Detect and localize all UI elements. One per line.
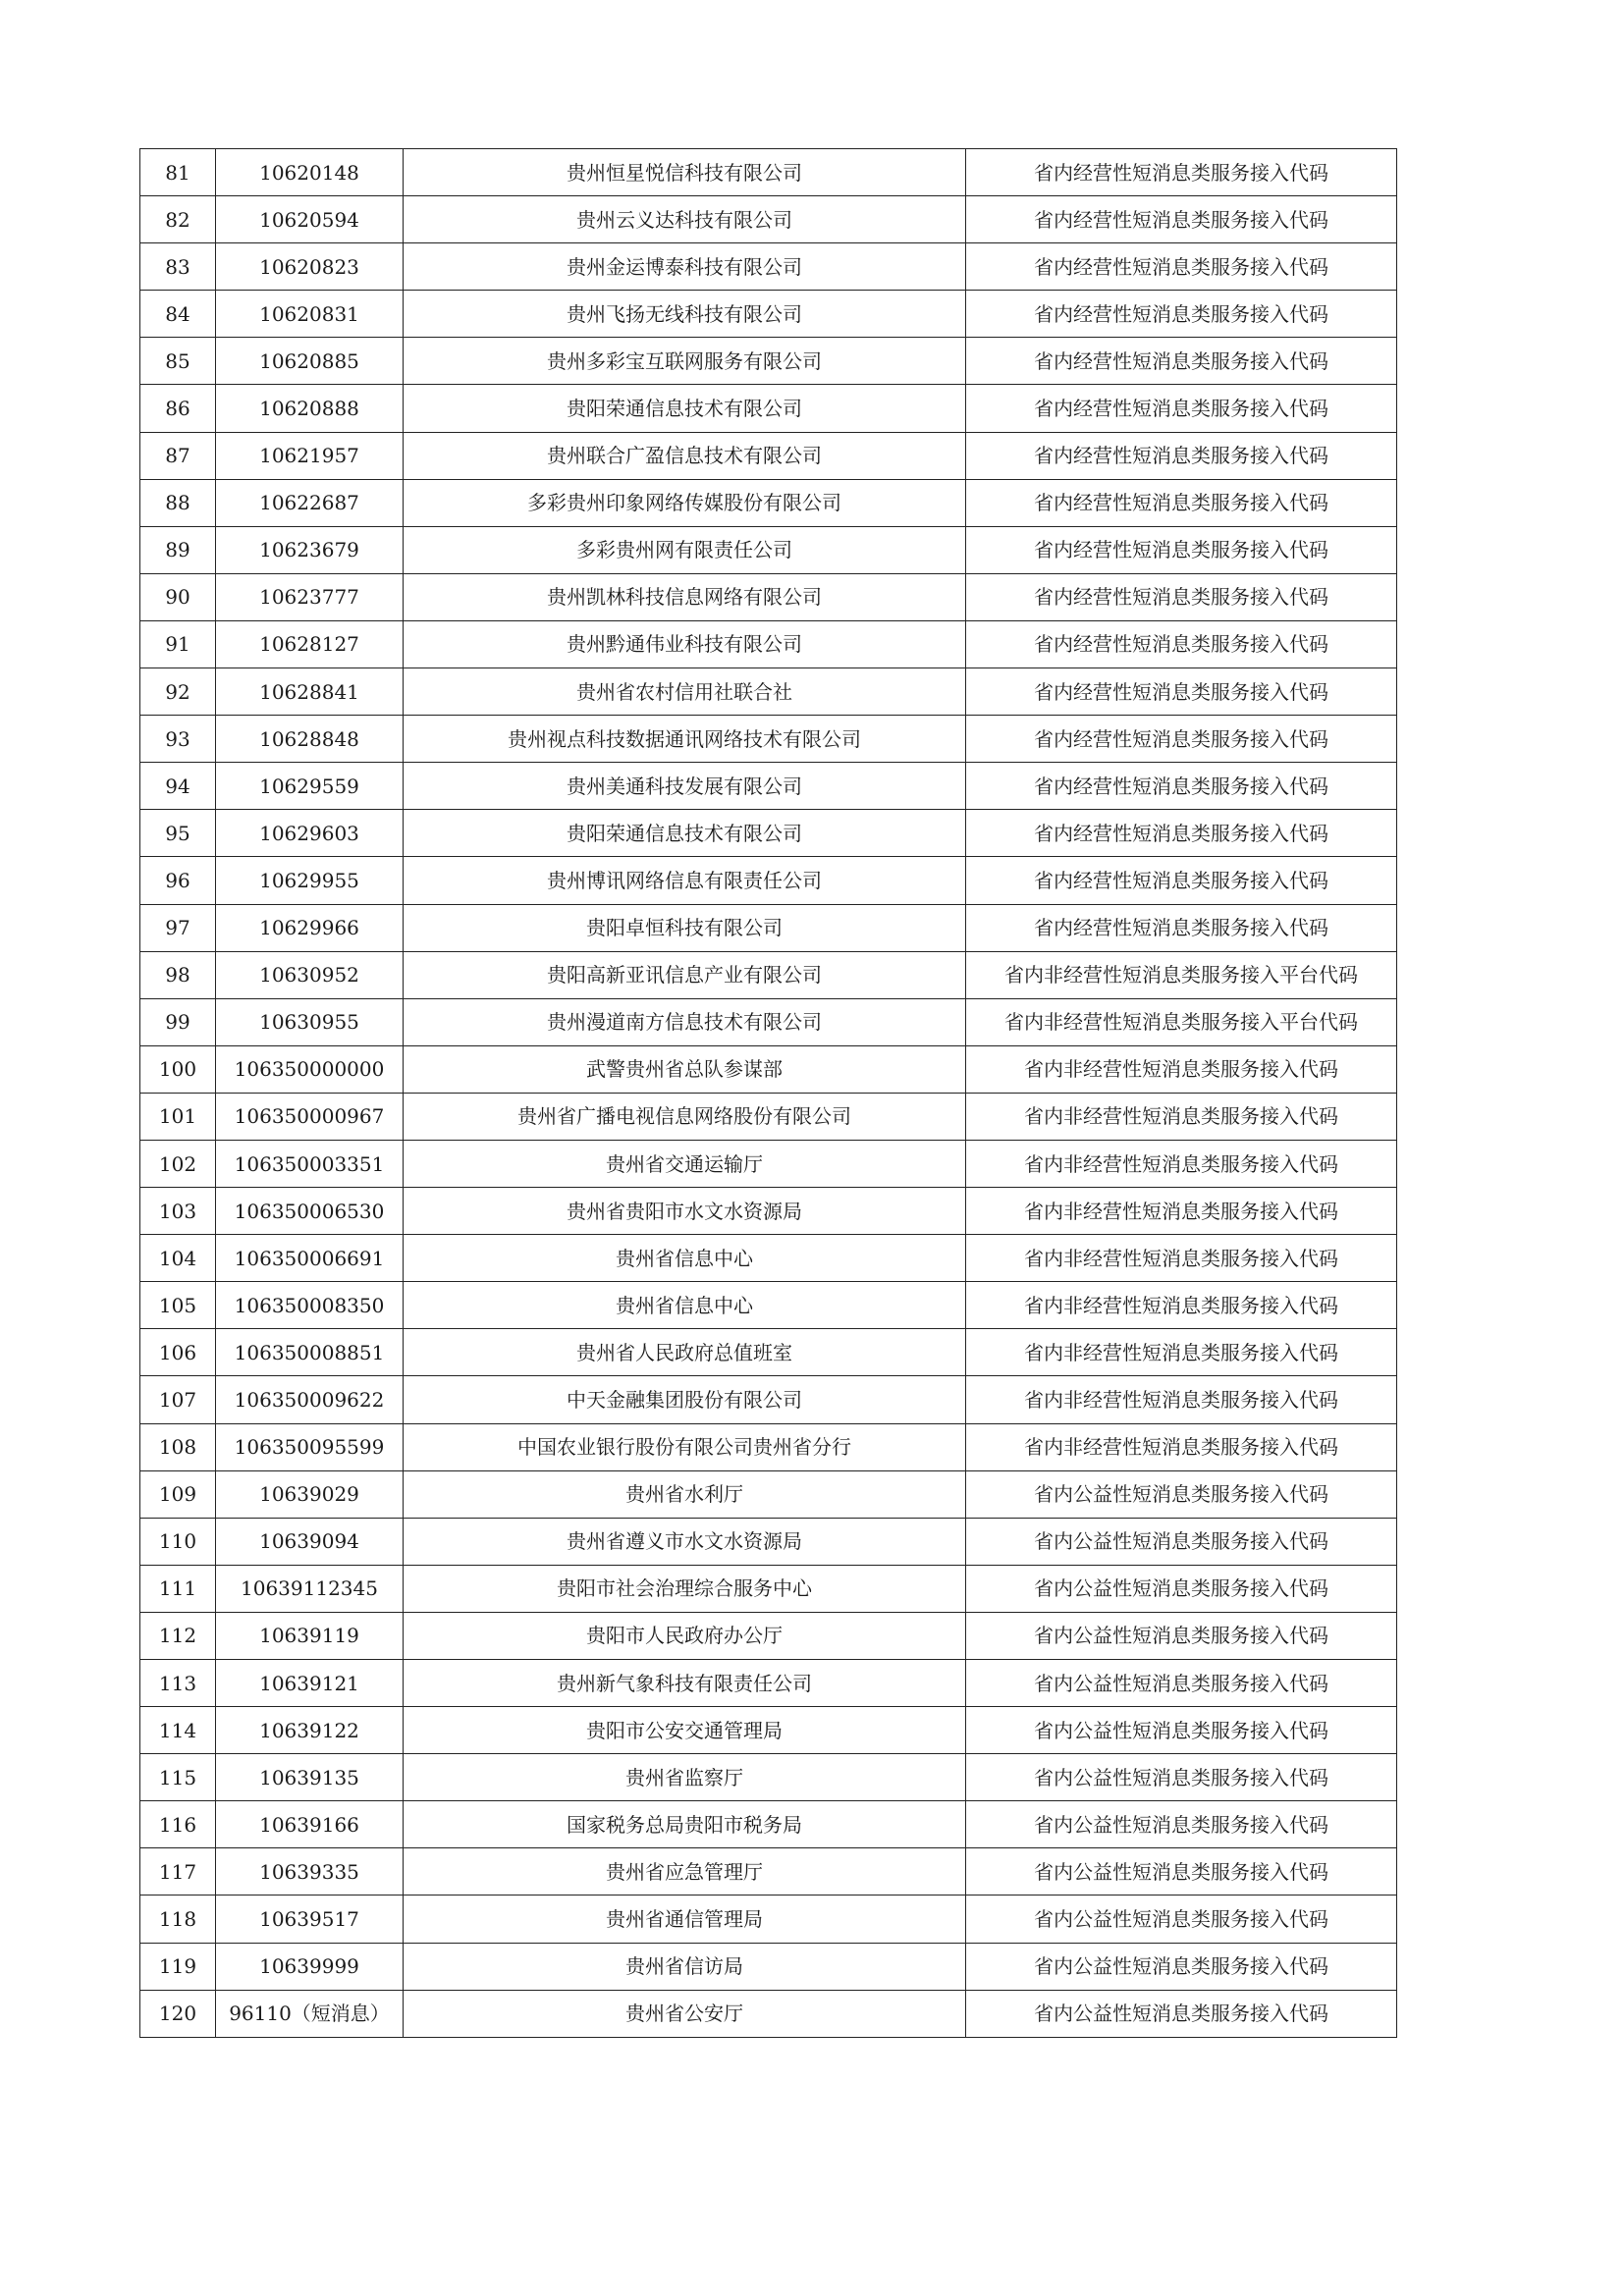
- organization-name-cell: 贵州省人民政府总值班室: [404, 1329, 966, 1376]
- organization-name-cell: 中天金融集团股份有限公司: [404, 1376, 966, 1423]
- table-row: [140, 1754, 1397, 1801]
- row-index-cell: 114: [140, 1707, 216, 1754]
- code-type-cell: 省内公益性短消息类服务接入代码: [966, 1990, 1397, 2037]
- row-index-cell: 100: [140, 1045, 216, 1093]
- row-index-cell: 118: [140, 1896, 216, 1943]
- code-type-cell: 省内公益性短消息类服务接入代码: [966, 1565, 1397, 1612]
- table-row: [140, 526, 1397, 573]
- organization-name-cell: 贵州新气象科技有限责任公司: [404, 1660, 966, 1707]
- access-code-cell: 10639094: [216, 1518, 404, 1565]
- table-row: [140, 291, 1397, 338]
- code-type-cell: 省内非经营性短消息类服务接入代码: [966, 1140, 1397, 1187]
- organization-name-cell: 贵阳市公安交通管理局: [404, 1707, 966, 1754]
- organization-name-cell: 贵州省应急管理厅: [404, 1848, 966, 1896]
- row-index-cell: 106: [140, 1329, 216, 1376]
- code-type-cell: 省内经营性短消息类服务接入代码: [966, 385, 1397, 432]
- table-row: [140, 857, 1397, 904]
- code-type-cell: 省内非经营性短消息类服务接入代码: [966, 1093, 1397, 1140]
- access-code-cell: 10623679: [216, 526, 404, 573]
- row-index-cell: 101: [140, 1093, 216, 1140]
- organization-name-cell: 贵州省交通运输厅: [404, 1140, 966, 1187]
- code-type-cell: 省内非经营性短消息类服务接入代码: [966, 1045, 1397, 1093]
- organization-name-cell: 贵州凯林科技信息网络有限公司: [404, 573, 966, 620]
- code-type-cell: 省内经营性短消息类服务接入代码: [966, 432, 1397, 479]
- row-index-cell: 86: [140, 385, 216, 432]
- table-row: [140, 1612, 1397, 1659]
- access-code-cell: 10620831: [216, 291, 404, 338]
- table-row: [140, 1376, 1397, 1423]
- table-row: [140, 1188, 1397, 1235]
- organization-name-cell: 国家税务总局贵阳市税务局: [404, 1801, 966, 1848]
- code-type-cell: 省内公益性短消息类服务接入代码: [966, 1896, 1397, 1943]
- table-row: [140, 904, 1397, 951]
- access-code-cell: 10629603: [216, 810, 404, 857]
- code-type-cell: 省内经营性短消息类服务接入代码: [966, 196, 1397, 243]
- row-index-cell: 107: [140, 1376, 216, 1423]
- row-index-cell: 94: [140, 763, 216, 810]
- row-index-cell: 115: [140, 1754, 216, 1801]
- table-row: [140, 1518, 1397, 1565]
- row-index-cell: 81: [140, 149, 216, 196]
- access-code-cell: 10639335: [216, 1848, 404, 1896]
- row-index-cell: 90: [140, 573, 216, 620]
- code-type-cell: 省内非经营性短消息类服务接入代码: [966, 1376, 1397, 1423]
- table-row: [140, 196, 1397, 243]
- row-index-cell: 110: [140, 1518, 216, 1565]
- organization-name-cell: 贵州省广播电视信息网络股份有限公司: [404, 1093, 966, 1140]
- row-index-cell: 116: [140, 1801, 216, 1848]
- access-code-cell: 96110（短消息）: [216, 1990, 404, 2037]
- table-row: [140, 1943, 1397, 1990]
- code-type-cell: 省内公益性短消息类服务接入代码: [966, 1518, 1397, 1565]
- row-index-cell: 91: [140, 620, 216, 667]
- table-row: [140, 385, 1397, 432]
- access-code-cell: 106350009622: [216, 1376, 404, 1423]
- table-row: [140, 1235, 1397, 1282]
- table-row: [140, 1990, 1397, 2037]
- code-type-cell: 省内经营性短消息类服务接入代码: [966, 149, 1397, 196]
- organization-name-cell: 多彩贵州印象网络传媒股份有限公司: [404, 479, 966, 526]
- row-index-cell: 95: [140, 810, 216, 857]
- organization-name-cell: 贵州漫道南方信息技术有限公司: [404, 998, 966, 1045]
- code-type-cell: 省内经营性短消息类服务接入代码: [966, 763, 1397, 810]
- code-type-cell: 省内经营性短消息类服务接入代码: [966, 904, 1397, 951]
- access-code-cell: 106350000967: [216, 1093, 404, 1140]
- code-type-cell: 省内非经营性短消息类服务接入代码: [966, 1423, 1397, 1470]
- table-body: [140, 149, 1397, 2038]
- table-row: [140, 243, 1397, 291]
- organization-name-cell: 贵州多彩宝互联网服务有限公司: [404, 338, 966, 385]
- code-type-cell: 省内经营性短消息类服务接入代码: [966, 479, 1397, 526]
- code-type-cell: 省内非经营性短消息类服务接入平台代码: [966, 998, 1397, 1045]
- access-code-cell: 106350000000: [216, 1045, 404, 1093]
- table-row: [140, 1565, 1397, 1612]
- access-code-cell: 106350003351: [216, 1140, 404, 1187]
- row-index-cell: 108: [140, 1423, 216, 1470]
- row-index-cell: 85: [140, 338, 216, 385]
- access-code-cell: 106350008350: [216, 1282, 404, 1329]
- access-code-cell: 10629559: [216, 763, 404, 810]
- table-row: [140, 620, 1397, 667]
- code-type-cell: 省内经营性短消息类服务接入代码: [966, 620, 1397, 667]
- access-code-cell: 106350008851: [216, 1329, 404, 1376]
- table-row: [140, 1423, 1397, 1470]
- organization-name-cell: 贵州省信息中心: [404, 1282, 966, 1329]
- row-index-cell: 87: [140, 432, 216, 479]
- row-index-cell: 119: [140, 1943, 216, 1990]
- row-index-cell: 105: [140, 1282, 216, 1329]
- organization-name-cell: 贵阳市人民政府办公厅: [404, 1612, 966, 1659]
- organization-name-cell: 贵州恒星悦信科技有限公司: [404, 149, 966, 196]
- table-row: [140, 1329, 1397, 1376]
- code-type-cell: 省内非经营性短消息类服务接入代码: [966, 1188, 1397, 1235]
- organization-name-cell: 贵州博讯网络信息有限责任公司: [404, 857, 966, 904]
- code-type-cell: 省内经营性短消息类服务接入代码: [966, 526, 1397, 573]
- organization-name-cell: 贵州视点科技数据通讯网络技术有限公司: [404, 716, 966, 763]
- table-row: [140, 1282, 1397, 1329]
- code-type-cell: 省内非经营性短消息类服务接入平台代码: [966, 951, 1397, 998]
- access-code-cell: 10639119: [216, 1612, 404, 1659]
- access-code-cell: 10628841: [216, 668, 404, 716]
- code-type-cell: 省内经营性短消息类服务接入代码: [966, 243, 1397, 291]
- access-code-cell: 10620885: [216, 338, 404, 385]
- table-row: [140, 1848, 1397, 1896]
- access-code-cell: 10639122: [216, 1707, 404, 1754]
- access-code-cell: 10629966: [216, 904, 404, 951]
- code-type-cell: 省内非经营性短消息类服务接入代码: [966, 1235, 1397, 1282]
- access-code-cell: 10620888: [216, 385, 404, 432]
- access-code-cell: 10639135: [216, 1754, 404, 1801]
- row-index-cell: 92: [140, 668, 216, 716]
- row-index-cell: 104: [140, 1235, 216, 1282]
- table-row: [140, 338, 1397, 385]
- organization-name-cell: 贵州省贵阳市水文水资源局: [404, 1188, 966, 1235]
- row-index-cell: 99: [140, 998, 216, 1045]
- row-index-cell: 117: [140, 1848, 216, 1896]
- organization-name-cell: 多彩贵州网有限责任公司: [404, 526, 966, 573]
- code-type-cell: 省内公益性短消息类服务接入代码: [966, 1470, 1397, 1518]
- row-index-cell: 112: [140, 1612, 216, 1659]
- table-row: [140, 149, 1397, 196]
- access-code-cell: 10629955: [216, 857, 404, 904]
- code-type-cell: 省内公益性短消息类服务接入代码: [966, 1848, 1397, 1896]
- access-code-cell: 10639166: [216, 1801, 404, 1848]
- table-row: [140, 1140, 1397, 1187]
- code-type-cell: 省内公益性短消息类服务接入代码: [966, 1660, 1397, 1707]
- table-row: [140, 763, 1397, 810]
- organization-name-cell: 贵州省通信管理局: [404, 1896, 966, 1943]
- organization-name-cell: 中国农业银行股份有限公司贵州省分行: [404, 1423, 966, 1470]
- code-type-cell: 省内公益性短消息类服务接入代码: [966, 1754, 1397, 1801]
- code-type-cell: 省内非经营性短消息类服务接入代码: [966, 1282, 1397, 1329]
- row-index-cell: 82: [140, 196, 216, 243]
- sms-access-code-table: [139, 148, 1397, 2038]
- code-type-cell: 省内经营性短消息类服务接入代码: [966, 291, 1397, 338]
- table-row: [140, 810, 1397, 857]
- table-row: [140, 716, 1397, 763]
- code-type-cell: 省内公益性短消息类服务接入代码: [966, 1943, 1397, 1990]
- table-row: [140, 573, 1397, 620]
- access-code-cell: 10630955: [216, 998, 404, 1045]
- row-index-cell: 83: [140, 243, 216, 291]
- table-row: [140, 998, 1397, 1045]
- code-type-cell: 省内经营性短消息类服务接入代码: [966, 857, 1397, 904]
- access-code-cell: 10622687: [216, 479, 404, 526]
- access-code-cell: 10639517: [216, 1896, 404, 1943]
- organization-name-cell: 贵州云义达科技有限公司: [404, 196, 966, 243]
- access-code-cell: 10620823: [216, 243, 404, 291]
- access-code-cell: 10639999: [216, 1943, 404, 1990]
- access-code-cell: 10623777: [216, 573, 404, 620]
- table-row: [140, 1093, 1397, 1140]
- row-index-cell: 109: [140, 1470, 216, 1518]
- row-index-cell: 111: [140, 1565, 216, 1612]
- row-index-cell: 113: [140, 1660, 216, 1707]
- access-code-cell: 10639112345: [216, 1565, 404, 1612]
- row-index-cell: 103: [140, 1188, 216, 1235]
- access-code-cell: 106350006691: [216, 1235, 404, 1282]
- row-index-cell: 89: [140, 526, 216, 573]
- access-code-cell: 10628127: [216, 620, 404, 667]
- organization-name-cell: 贵阳高新亚讯信息产业有限公司: [404, 951, 966, 998]
- code-type-cell: 省内非经营性短消息类服务接入代码: [966, 1329, 1397, 1376]
- code-type-cell: 省内经营性短消息类服务接入代码: [966, 668, 1397, 716]
- code-type-cell: 省内公益性短消息类服务接入代码: [966, 1612, 1397, 1659]
- organization-name-cell: 贵州省监察厅: [404, 1754, 966, 1801]
- access-code-cell: 10628848: [216, 716, 404, 763]
- access-code-cell: 10639121: [216, 1660, 404, 1707]
- organization-name-cell: 贵州金运博泰科技有限公司: [404, 243, 966, 291]
- organization-name-cell: 贵州省农村信用社联合社: [404, 668, 966, 716]
- organization-name-cell: 贵阳荣通信息技术有限公司: [404, 385, 966, 432]
- row-index-cell: 84: [140, 291, 216, 338]
- organization-name-cell: 贵州飞扬无线科技有限公司: [404, 291, 966, 338]
- table-row: [140, 1470, 1397, 1518]
- table-row: [140, 1660, 1397, 1707]
- organization-name-cell: 贵州联合广盈信息技术有限公司: [404, 432, 966, 479]
- code-type-cell: 省内经营性短消息类服务接入代码: [966, 810, 1397, 857]
- table-row: [140, 432, 1397, 479]
- table-row: [140, 479, 1397, 526]
- organization-name-cell: 贵阳荣通信息技术有限公司: [404, 810, 966, 857]
- access-code-cell: 10620594: [216, 196, 404, 243]
- table-row: [140, 1896, 1397, 1943]
- table-row: [140, 668, 1397, 716]
- organization-name-cell: 贵州省信息中心: [404, 1235, 966, 1282]
- row-index-cell: 102: [140, 1140, 216, 1187]
- access-code-cell: 10620148: [216, 149, 404, 196]
- row-index-cell: 96: [140, 857, 216, 904]
- organization-name-cell: 贵州黔通伟业科技有限公司: [404, 620, 966, 667]
- row-index-cell: 88: [140, 479, 216, 526]
- table-row: [140, 1045, 1397, 1093]
- access-code-cell: 10639029: [216, 1470, 404, 1518]
- row-index-cell: 93: [140, 716, 216, 763]
- organization-name-cell: 贵州省水利厅: [404, 1470, 966, 1518]
- organization-name-cell: 贵阳市社会治理综合服务中心: [404, 1565, 966, 1612]
- row-index-cell: 120: [140, 1990, 216, 2037]
- code-type-cell: 省内经营性短消息类服务接入代码: [966, 716, 1397, 763]
- organization-name-cell: 贵州省公安厅: [404, 1990, 966, 2037]
- table-row: [140, 951, 1397, 998]
- access-code-cell: 106350095599: [216, 1423, 404, 1470]
- code-type-cell: 省内经营性短消息类服务接入代码: [966, 338, 1397, 385]
- table-row: [140, 1801, 1397, 1848]
- code-type-cell: 省内公益性短消息类服务接入代码: [966, 1801, 1397, 1848]
- code-type-cell: 省内公益性短消息类服务接入代码: [966, 1707, 1397, 1754]
- access-code-cell: 10621957: [216, 432, 404, 479]
- row-index-cell: 97: [140, 904, 216, 951]
- table-row: [140, 1707, 1397, 1754]
- organization-name-cell: 贵州省信访局: [404, 1943, 966, 1990]
- access-code-cell: 10630952: [216, 951, 404, 998]
- row-index-cell: 98: [140, 951, 216, 998]
- organization-name-cell: 贵州省遵义市水文水资源局: [404, 1518, 966, 1565]
- organization-name-cell: 贵阳卓恒科技有限公司: [404, 904, 966, 951]
- organization-name-cell: 贵州美通科技发展有限公司: [404, 763, 966, 810]
- access-code-cell: 106350006530: [216, 1188, 404, 1235]
- organization-name-cell: 武警贵州省总队参谋部: [404, 1045, 966, 1093]
- code-type-cell: 省内经营性短消息类服务接入代码: [966, 573, 1397, 620]
